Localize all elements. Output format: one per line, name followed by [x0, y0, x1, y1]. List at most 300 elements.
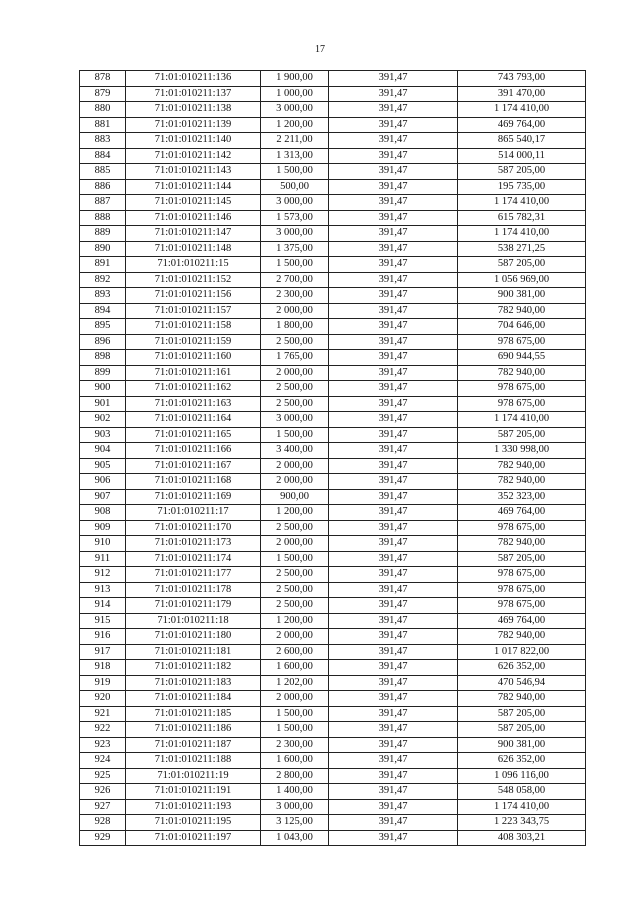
rate-cell: 391,47 — [329, 598, 458, 614]
table-row — [80, 644, 586, 660]
area-cell: 2 500,00 — [261, 334, 329, 350]
value-cell: 587 205,00 — [458, 427, 586, 443]
value-cell: 587 205,00 — [458, 164, 586, 180]
area-cell: 2 000,00 — [261, 458, 329, 474]
cadastral-number-cell: 71:01:010211:162 — [126, 381, 261, 397]
row-number-cell: 910 — [80, 536, 126, 552]
cadastral-number-cell: 71:01:010211:169 — [126, 489, 261, 505]
rate-cell: 391,47 — [329, 381, 458, 397]
cadastral-number-cell: 71:01:010211:158 — [126, 319, 261, 335]
value-cell: 587 205,00 — [458, 706, 586, 722]
rate-cell: 391,47 — [329, 117, 458, 133]
rate-cell: 391,47 — [329, 458, 458, 474]
area-cell: 1 573,00 — [261, 210, 329, 226]
area-cell: 1 375,00 — [261, 241, 329, 257]
rate-cell: 391,47 — [329, 474, 458, 490]
table-row — [80, 381, 586, 397]
rate-cell: 391,47 — [329, 737, 458, 753]
value-cell: 538 271,25 — [458, 241, 586, 257]
area-cell: 3 000,00 — [261, 799, 329, 815]
value-cell: 1 174 410,00 — [458, 195, 586, 211]
area-cell: 3 000,00 — [261, 195, 329, 211]
table-row — [80, 86, 586, 102]
value-cell: 1 330 998,00 — [458, 443, 586, 459]
cadastral-number-cell: 71:01:010211:164 — [126, 412, 261, 428]
table-row — [80, 319, 586, 335]
table-row — [80, 474, 586, 490]
cadastral-number-cell: 71:01:010211:166 — [126, 443, 261, 459]
rate-cell: 391,47 — [329, 226, 458, 242]
cadastral-number-cell: 71:01:010211:182 — [126, 660, 261, 676]
area-cell: 1 765,00 — [261, 350, 329, 366]
row-number-cell: 898 — [80, 350, 126, 366]
row-number-cell: 892 — [80, 272, 126, 288]
cadastral-number-cell: 71:01:010211:15 — [126, 257, 261, 273]
cadastral-number-cell: 71:01:010211:188 — [126, 753, 261, 769]
rate-cell: 391,47 — [329, 691, 458, 707]
cadastral-number-cell: 71:01:010211:180 — [126, 629, 261, 645]
row-number-cell: 914 — [80, 598, 126, 614]
area-cell: 2 211,00 — [261, 133, 329, 149]
row-number-cell: 888 — [80, 210, 126, 226]
cadastral-number-cell: 71:01:010211:19 — [126, 768, 261, 784]
table-row — [80, 722, 586, 738]
table-row — [80, 768, 586, 784]
rate-cell: 391,47 — [329, 443, 458, 459]
value-cell: 626 352,00 — [458, 753, 586, 769]
value-cell: 587 205,00 — [458, 257, 586, 273]
rate-cell: 391,47 — [329, 784, 458, 800]
row-number-cell: 902 — [80, 412, 126, 428]
value-cell: 587 205,00 — [458, 551, 586, 567]
row-number-cell: 901 — [80, 396, 126, 412]
table-row — [80, 737, 586, 753]
rate-cell: 391,47 — [329, 582, 458, 598]
table-row — [80, 691, 586, 707]
area-cell: 1 202,00 — [261, 675, 329, 691]
rate-cell: 391,47 — [329, 799, 458, 815]
cadastral-number-cell: 71:01:010211:156 — [126, 288, 261, 304]
cadastral-number-cell: 71:01:010211:181 — [126, 644, 261, 660]
table-row — [80, 784, 586, 800]
table-row — [80, 334, 586, 350]
table-row — [80, 350, 586, 366]
rate-cell: 391,47 — [329, 613, 458, 629]
value-cell: 1 174 410,00 — [458, 412, 586, 428]
table-row — [80, 148, 586, 164]
area-cell: 3 000,00 — [261, 412, 329, 428]
value-cell: 690 944,55 — [458, 350, 586, 366]
cadastral-number-cell: 71:01:010211:179 — [126, 598, 261, 614]
row-number-cell: 895 — [80, 319, 126, 335]
value-cell: 900 381,00 — [458, 288, 586, 304]
table-row — [80, 288, 586, 304]
page-number: 17 — [315, 44, 325, 55]
area-cell: 2 700,00 — [261, 272, 329, 288]
cadastral-number-cell: 71:01:010211:184 — [126, 691, 261, 707]
area-cell: 1 200,00 — [261, 117, 329, 133]
area-cell: 3 125,00 — [261, 815, 329, 831]
area-cell: 900,00 — [261, 489, 329, 505]
rate-cell: 391,47 — [329, 753, 458, 769]
table-row — [80, 505, 586, 521]
value-cell: 782 940,00 — [458, 536, 586, 552]
row-number-cell: 903 — [80, 427, 126, 443]
rate-cell: 391,47 — [329, 629, 458, 645]
row-number-cell: 906 — [80, 474, 126, 490]
area-cell: 2 000,00 — [261, 629, 329, 645]
area-cell: 500,00 — [261, 179, 329, 195]
area-cell: 2 500,00 — [261, 396, 329, 412]
cadastral-number-cell: 71:01:010211:185 — [126, 706, 261, 722]
row-number-cell: 904 — [80, 443, 126, 459]
row-number-cell: 879 — [80, 86, 126, 102]
cadastral-number-cell: 71:01:010211:139 — [126, 117, 261, 133]
rate-cell: 391,47 — [329, 536, 458, 552]
area-cell: 2 300,00 — [261, 288, 329, 304]
table-row — [80, 71, 586, 87]
table-row — [80, 210, 586, 226]
row-number-cell: 917 — [80, 644, 126, 660]
row-number-cell: 905 — [80, 458, 126, 474]
rate-cell: 391,47 — [329, 334, 458, 350]
table-row — [80, 164, 586, 180]
area-cell: 1 600,00 — [261, 660, 329, 676]
row-number-cell: 909 — [80, 520, 126, 536]
rate-cell: 391,47 — [329, 365, 458, 381]
area-cell: 2 500,00 — [261, 567, 329, 583]
cadastral-number-cell: 71:01:010211:170 — [126, 520, 261, 536]
cadastral-number-cell: 71:01:010211:173 — [126, 536, 261, 552]
table-row — [80, 536, 586, 552]
value-cell: 408 303,21 — [458, 830, 586, 846]
table-row — [80, 133, 586, 149]
row-number-cell: 913 — [80, 582, 126, 598]
table-row — [80, 443, 586, 459]
row-number-cell: 918 — [80, 660, 126, 676]
row-number-cell: 922 — [80, 722, 126, 738]
table-row — [80, 675, 586, 691]
area-cell: 1 200,00 — [261, 613, 329, 629]
value-cell: 1 017 822,00 — [458, 644, 586, 660]
value-cell: 782 940,00 — [458, 458, 586, 474]
rate-cell: 391,47 — [329, 272, 458, 288]
area-cell: 3 400,00 — [261, 443, 329, 459]
table-row — [80, 117, 586, 133]
row-number-cell: 915 — [80, 613, 126, 629]
value-cell: 704 646,00 — [458, 319, 586, 335]
cadastral-number-cell: 71:01:010211:159 — [126, 334, 261, 350]
table-row — [80, 303, 586, 319]
table-row — [80, 427, 586, 443]
rate-cell: 391,47 — [329, 830, 458, 846]
row-number-cell: 883 — [80, 133, 126, 149]
value-cell: 195 735,00 — [458, 179, 586, 195]
value-cell: 782 940,00 — [458, 629, 586, 645]
area-cell: 2 300,00 — [261, 737, 329, 753]
area-cell: 3 000,00 — [261, 102, 329, 118]
value-cell: 782 940,00 — [458, 691, 586, 707]
cadastral-number-cell: 71:01:010211:145 — [126, 195, 261, 211]
cadastral-number-cell: 71:01:010211:18 — [126, 613, 261, 629]
row-number-cell: 884 — [80, 148, 126, 164]
row-number-cell: 890 — [80, 241, 126, 257]
row-number-cell: 916 — [80, 629, 126, 645]
rate-cell: 391,47 — [329, 257, 458, 273]
row-number-cell: 908 — [80, 505, 126, 521]
value-cell: 978 675,00 — [458, 582, 586, 598]
value-cell: 1 056 969,00 — [458, 272, 586, 288]
row-number-cell: 878 — [80, 71, 126, 87]
area-cell: 2 500,00 — [261, 582, 329, 598]
table-row — [80, 489, 586, 505]
cadastral-number-cell: 71:01:010211:144 — [126, 179, 261, 195]
area-cell: 1 200,00 — [261, 505, 329, 521]
rate-cell: 391,47 — [329, 722, 458, 738]
row-number-cell: 881 — [80, 117, 126, 133]
row-number-cell: 924 — [80, 753, 126, 769]
cadastral-number-cell: 71:01:010211:167 — [126, 458, 261, 474]
cadastral-number-cell: 71:01:010211:160 — [126, 350, 261, 366]
table-row — [80, 102, 586, 118]
table-row — [80, 582, 586, 598]
row-number-cell: 907 — [80, 489, 126, 505]
table-row — [80, 241, 586, 257]
rate-cell: 391,47 — [329, 288, 458, 304]
cadastral-number-cell: 71:01:010211:168 — [126, 474, 261, 490]
cadastral-number-cell: 71:01:010211:183 — [126, 675, 261, 691]
area-cell: 1 900,00 — [261, 71, 329, 87]
area-cell: 1 500,00 — [261, 706, 329, 722]
value-cell: 782 940,00 — [458, 365, 586, 381]
area-cell: 2 000,00 — [261, 365, 329, 381]
value-cell: 1 096 116,00 — [458, 768, 586, 784]
value-cell: 978 675,00 — [458, 567, 586, 583]
value-cell: 469 764,00 — [458, 505, 586, 521]
rate-cell: 391,47 — [329, 551, 458, 567]
cadastral-number-cell: 71:01:010211:157 — [126, 303, 261, 319]
area-cell: 2 500,00 — [261, 520, 329, 536]
rate-cell: 391,47 — [329, 396, 458, 412]
cadastral-number-cell: 71:01:010211:178 — [126, 582, 261, 598]
rate-cell: 391,47 — [329, 768, 458, 784]
table-row — [80, 613, 586, 629]
cadastral-number-cell: 71:01:010211:191 — [126, 784, 261, 800]
value-cell: 391 470,00 — [458, 86, 586, 102]
area-cell: 1 500,00 — [261, 427, 329, 443]
cadastral-number-cell: 71:01:010211:195 — [126, 815, 261, 831]
row-number-cell: 889 — [80, 226, 126, 242]
area-cell: 2 000,00 — [261, 536, 329, 552]
table-row — [80, 799, 586, 815]
value-cell: 782 940,00 — [458, 303, 586, 319]
table-row — [80, 272, 586, 288]
rate-cell: 391,47 — [329, 412, 458, 428]
value-cell: 469 764,00 — [458, 117, 586, 133]
table-row — [80, 660, 586, 676]
row-number-cell: 923 — [80, 737, 126, 753]
rate-cell: 391,47 — [329, 427, 458, 443]
rate-cell: 391,47 — [329, 102, 458, 118]
value-cell: 470 546,94 — [458, 675, 586, 691]
value-cell: 743 793,00 — [458, 71, 586, 87]
rate-cell: 391,47 — [329, 179, 458, 195]
table-row — [80, 753, 586, 769]
area-cell: 2 000,00 — [261, 474, 329, 490]
cadastral-number-cell: 71:01:010211:137 — [126, 86, 261, 102]
cadastral-number-cell: 71:01:010211:17 — [126, 505, 261, 521]
row-number-cell: 919 — [80, 675, 126, 691]
row-number-cell: 900 — [80, 381, 126, 397]
cadastral-number-cell: 71:01:010211:163 — [126, 396, 261, 412]
row-number-cell: 896 — [80, 334, 126, 350]
table-row — [80, 257, 586, 273]
rate-cell: 391,47 — [329, 86, 458, 102]
row-number-cell: 880 — [80, 102, 126, 118]
table-row — [80, 412, 586, 428]
rate-cell: 391,47 — [329, 241, 458, 257]
table-row — [80, 458, 586, 474]
table-row — [80, 706, 586, 722]
value-cell: 548 058,00 — [458, 784, 586, 800]
rate-cell: 391,47 — [329, 195, 458, 211]
cadastral-number-cell: 71:01:010211:152 — [126, 272, 261, 288]
value-cell: 1 223 343,75 — [458, 815, 586, 831]
data-table — [79, 70, 586, 846]
area-cell: 1 043,00 — [261, 830, 329, 846]
cadastral-number-cell: 71:01:010211:161 — [126, 365, 261, 381]
table-row — [80, 179, 586, 195]
rate-cell: 391,47 — [329, 489, 458, 505]
row-number-cell: 925 — [80, 768, 126, 784]
value-cell: 978 675,00 — [458, 381, 586, 397]
row-number-cell: 921 — [80, 706, 126, 722]
row-number-cell: 899 — [80, 365, 126, 381]
rate-cell: 391,47 — [329, 71, 458, 87]
table-row — [80, 815, 586, 831]
value-cell: 782 940,00 — [458, 474, 586, 490]
table-row — [80, 195, 586, 211]
rate-cell: 391,47 — [329, 148, 458, 164]
table-row — [80, 567, 586, 583]
cadastral-number-cell: 71:01:010211:147 — [126, 226, 261, 242]
row-number-cell: 928 — [80, 815, 126, 831]
cadastral-number-cell: 71:01:010211:174 — [126, 551, 261, 567]
value-cell: 978 675,00 — [458, 598, 586, 614]
row-number-cell: 911 — [80, 551, 126, 567]
row-number-cell: 920 — [80, 691, 126, 707]
area-cell: 1 313,00 — [261, 148, 329, 164]
area-cell: 1 500,00 — [261, 722, 329, 738]
rate-cell: 391,47 — [329, 815, 458, 831]
cadastral-number-cell: 71:01:010211:187 — [126, 737, 261, 753]
cadastral-number-cell: 71:01:010211:197 — [126, 830, 261, 846]
area-cell: 2 000,00 — [261, 691, 329, 707]
value-cell: 865 540,17 — [458, 133, 586, 149]
cadastral-number-cell: 71:01:010211:148 — [126, 241, 261, 257]
value-cell: 978 675,00 — [458, 520, 586, 536]
row-number-cell: 891 — [80, 257, 126, 273]
value-cell: 615 782,31 — [458, 210, 586, 226]
value-cell: 900 381,00 — [458, 737, 586, 753]
cadastral-number-cell: 71:01:010211:143 — [126, 164, 261, 180]
cadastral-number-cell: 71:01:010211:138 — [126, 102, 261, 118]
table-row — [80, 629, 586, 645]
area-cell: 2 000,00 — [261, 303, 329, 319]
table-row — [80, 551, 586, 567]
area-cell: 1 500,00 — [261, 164, 329, 180]
table-body — [80, 71, 586, 846]
cadastral-number-cell: 71:01:010211:142 — [126, 148, 261, 164]
area-cell: 1 500,00 — [261, 551, 329, 567]
value-cell: 587 205,00 — [458, 722, 586, 738]
row-number-cell: 894 — [80, 303, 126, 319]
rate-cell: 391,47 — [329, 319, 458, 335]
rate-cell: 391,47 — [329, 164, 458, 180]
rate-cell: 391,47 — [329, 567, 458, 583]
row-number-cell: 912 — [80, 567, 126, 583]
row-number-cell: 893 — [80, 288, 126, 304]
rate-cell: 391,47 — [329, 706, 458, 722]
table-row — [80, 365, 586, 381]
value-cell: 352 323,00 — [458, 489, 586, 505]
row-number-cell: 927 — [80, 799, 126, 815]
value-cell: 514 000,11 — [458, 148, 586, 164]
cadastral-number-cell: 71:01:010211:136 — [126, 71, 261, 87]
area-cell: 3 000,00 — [261, 226, 329, 242]
area-cell: 1 800,00 — [261, 319, 329, 335]
area-cell: 1 000,00 — [261, 86, 329, 102]
row-number-cell: 885 — [80, 164, 126, 180]
value-cell: 978 675,00 — [458, 396, 586, 412]
rate-cell: 391,47 — [329, 133, 458, 149]
table-row — [80, 226, 586, 242]
row-number-cell: 887 — [80, 195, 126, 211]
value-cell: 1 174 410,00 — [458, 102, 586, 118]
area-cell: 2 500,00 — [261, 381, 329, 397]
rate-cell: 391,47 — [329, 675, 458, 691]
area-cell: 2 600,00 — [261, 644, 329, 660]
area-cell: 2 800,00 — [261, 768, 329, 784]
table-row — [80, 830, 586, 846]
cadastral-number-cell: 71:01:010211:186 — [126, 722, 261, 738]
rate-cell: 391,47 — [329, 660, 458, 676]
value-cell: 1 174 410,00 — [458, 226, 586, 242]
row-number-cell: 926 — [80, 784, 126, 800]
table-row — [80, 396, 586, 412]
cadastral-number-cell: 71:01:010211:165 — [126, 427, 261, 443]
row-number-cell: 929 — [80, 830, 126, 846]
cadastral-number-cell: 71:01:010211:193 — [126, 799, 261, 815]
cadastral-number-cell: 71:01:010211:177 — [126, 567, 261, 583]
value-cell: 1 174 410,00 — [458, 799, 586, 815]
rate-cell: 391,47 — [329, 303, 458, 319]
rate-cell: 391,47 — [329, 520, 458, 536]
rate-cell: 391,47 — [329, 210, 458, 226]
row-number-cell: 886 — [80, 179, 126, 195]
area-cell: 1 400,00 — [261, 784, 329, 800]
area-cell: 1 600,00 — [261, 753, 329, 769]
value-cell: 626 352,00 — [458, 660, 586, 676]
area-cell: 2 500,00 — [261, 598, 329, 614]
cadastral-number-cell: 71:01:010211:146 — [126, 210, 261, 226]
rate-cell: 391,47 — [329, 644, 458, 660]
rate-cell: 391,47 — [329, 505, 458, 521]
value-cell: 978 675,00 — [458, 334, 586, 350]
table-row — [80, 520, 586, 536]
cadastral-number-cell: 71:01:010211:140 — [126, 133, 261, 149]
area-cell: 1 500,00 — [261, 257, 329, 273]
